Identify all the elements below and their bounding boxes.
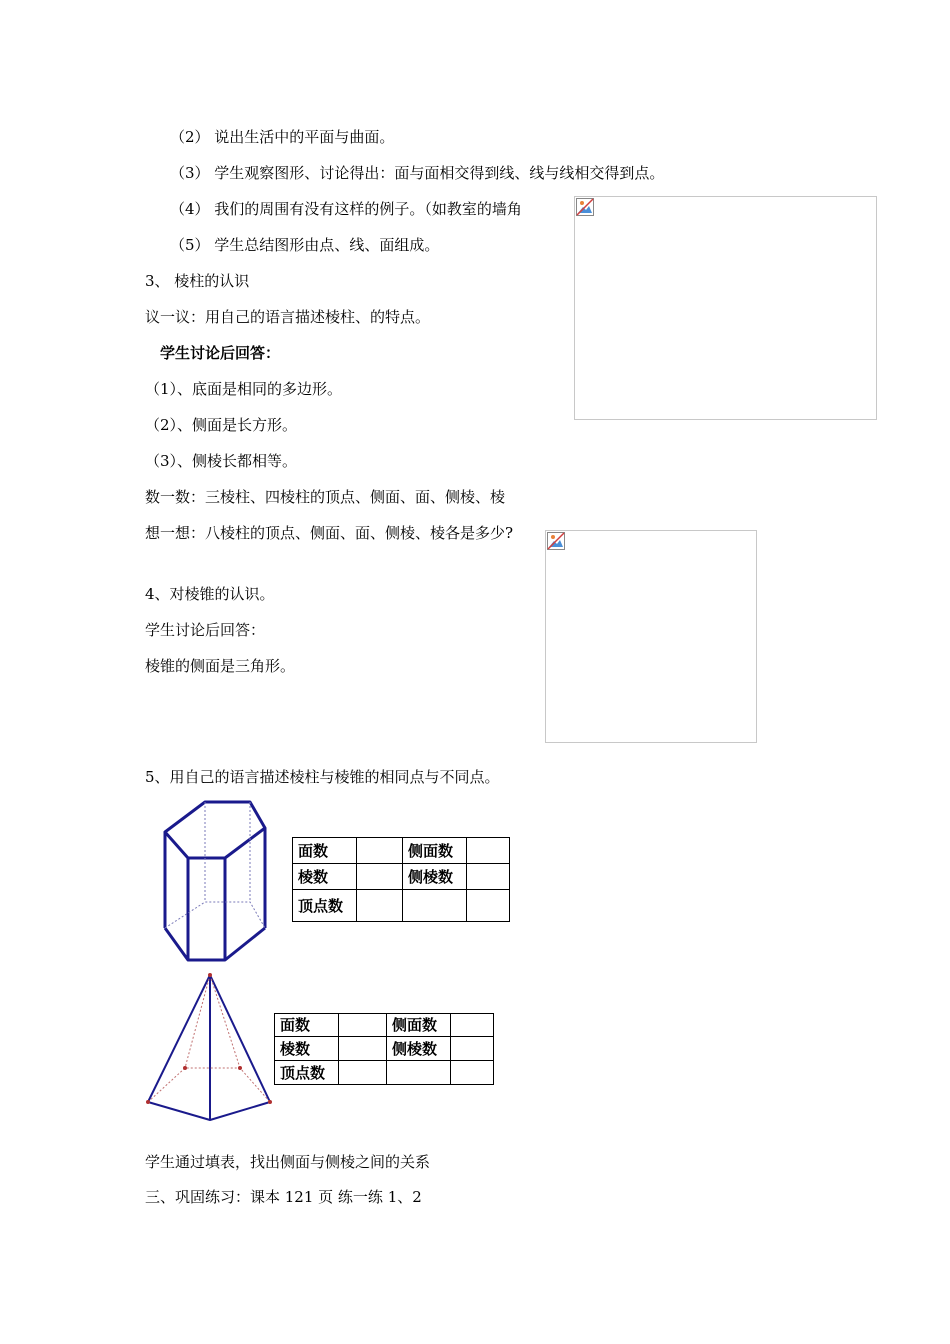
broken-image-icon: [576, 198, 594, 216]
table-cell: [451, 1037, 494, 1061]
text-line-3: （4） 我们的周围有没有这样的例子。（如教室的墙角: [170, 200, 522, 218]
text-line-10: （3）、侧棱长都相等。: [145, 452, 298, 470]
image-placeholder-1: [574, 196, 877, 420]
text-line-15: 棱锥的侧面是三角形。: [145, 657, 296, 675]
table-cell: 面数: [293, 838, 357, 864]
table-cell: 侧面数: [387, 1014, 451, 1037]
table-cell: [467, 838, 510, 864]
table-cell: [339, 1014, 387, 1037]
table-cell: [357, 890, 403, 922]
text-line-9: （2）、侧面是长方形。: [145, 416, 298, 434]
text-line-14: 学生讨论后回答：: [145, 621, 266, 639]
text-line-12: 想一想：八棱柱的顶点、侧面、面、侧棱、棱各是多少?: [145, 524, 514, 542]
table-cell: [357, 838, 403, 864]
table-cell: 棱数: [275, 1037, 339, 1061]
table-cell: [467, 864, 510, 890]
table-cell: [339, 1037, 387, 1061]
table-cell: 侧面数: [403, 838, 467, 864]
prism-count-table: [292, 837, 510, 922]
text-line-11: 数一数：三棱柱、四棱柱的顶点、侧面、面、侧棱、棱: [145, 488, 506, 506]
table-cell: 侧棱数: [403, 864, 467, 890]
table-cell: [403, 890, 467, 922]
text-line-1: （2） 说出生活中的平面与曲面。: [170, 128, 395, 146]
table-cell: 顶点数: [293, 890, 357, 922]
text-line-7: 学生讨论后回答：: [160, 344, 281, 362]
table-cell: 侧棱数: [387, 1037, 451, 1061]
section-exercise-heading: 三、巩固练习：课本 121 页 练一练 1、2: [145, 1188, 422, 1206]
table-cell: 棱数: [293, 864, 357, 890]
table-cell: 顶点数: [275, 1061, 339, 1085]
text-line-8: （1）、底面是相同的多边形。: [145, 380, 343, 398]
table-cell: [451, 1014, 494, 1037]
text-line-17: 学生通过填表，找出侧面与侧棱之间的关系: [145, 1153, 431, 1171]
text-line-4: （5） 学生总结图形由点、线、面组成。: [170, 236, 440, 254]
section-4-heading: 4、对棱锥的认识。: [145, 585, 275, 603]
section-3-heading: 3、 棱柱的认识: [145, 272, 250, 290]
section-5-heading: 5、用自己的语言描述棱柱与棱锥的相同点与不同点。: [145, 768, 500, 786]
table-cell: [451, 1061, 494, 1085]
pentagonal-pyramid-figure: [143, 970, 278, 1125]
hexagonal-prism-figure: [160, 800, 270, 965]
table-cell: [339, 1061, 387, 1085]
table-cell: [357, 864, 403, 890]
text-line-2: （3） 学生观察图形、讨论得出：面与面相交得到线、线与线相交得到点。: [170, 164, 665, 182]
pyramid-count-table: [274, 1013, 494, 1085]
table-cell: [467, 890, 510, 922]
table-cell: 面数: [275, 1014, 339, 1037]
table-cell: [387, 1061, 451, 1085]
broken-image-icon: [547, 532, 565, 550]
text-line-6: 议一议：用自己的语言描述棱柱、的特点。: [145, 308, 431, 326]
image-placeholder-2: [545, 530, 757, 743]
